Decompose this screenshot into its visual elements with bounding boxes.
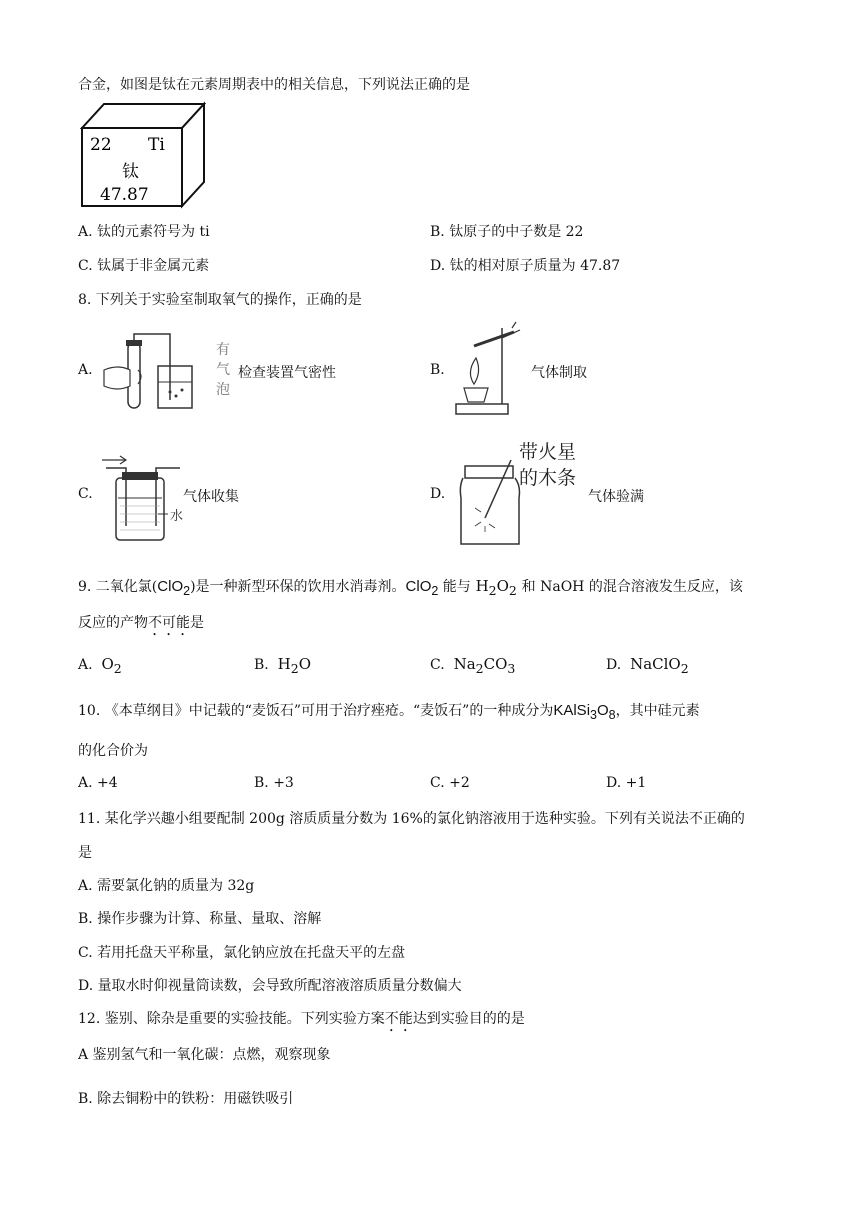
q9-option-a[interactable]: A. $O_2$ [78,655,122,676]
splint-label-2: 的木条 [519,467,577,489]
element-name: 钛 [122,162,139,182]
q9-line2-b: 是 [190,615,204,631]
q8-option-a-letter[interactable]: A. [78,362,93,378]
q12-option-b[interactable]: B. 除去铜粉中的铁粉：用磁铁吸引 [78,1091,294,1107]
element-number: 22 [90,135,112,155]
q8-stem: 8. 下列关于实验室制取氧气的操作，正确的是 [78,292,362,308]
gas-full-test-figure [455,438,595,550]
q9-line1 [78,576,743,598]
h2o2-formula: $H_2O_2$ [470,577,517,598]
q12-option-a[interactable]: A 鉴别氢气和一氧化碳：点燃，观察现象 [78,1047,331,1063]
bubble-label-3: 泡 [216,382,230,398]
q11-option-b[interactable]: B. 操作步骤为计算、称量、量取、溶解 [78,911,322,927]
kalsi3o8-formula: $KAlSi_3O_8$ [553,702,616,722]
q8-option-c-letter[interactable]: C. [78,486,93,502]
q11-option-a[interactable]: A. 需要氯化钠的质量为 32g [78,878,255,894]
q9-line1-a: 9. 二氧化氯( [78,579,158,595]
element-mass: 47.87 [100,185,149,205]
q11-option-c[interactable]: C. 若用托盘天平称量，氯化钠应放在托盘天平的左盘 [78,945,406,961]
clo2-formula-2: ClO$_2$ [405,578,439,598]
airtight-check-figure [98,330,238,414]
q10-option-c[interactable]: C. +2 [430,775,470,791]
q7-option-c[interactable]: C. 钛属于非金属元素 [78,258,210,274]
gas-collection-figure [98,452,188,544]
q12-emphasis: 不能 [384,1011,413,1027]
q9-option-d[interactable]: D. NaClO$_2$ [606,655,689,676]
water-label: 水 [170,509,184,524]
q8-option-a-caption: 检查装置气密性 [238,365,336,381]
q11-line2: 是 [78,845,92,861]
q8-option-c-caption: 气体收集 [183,489,239,505]
q11-line1: 11. 某化学兴趣小组要配制 200g 溶质质量分数为 16%的氯化钠溶液用于选种实验。下列有关说法不正确的 [78,811,745,827]
q7-option-b[interactable]: B. 钛原子的中子数是 22 [430,224,584,240]
q10-line1-b: ，其中硅元素 [615,703,700,719]
q10-line1-a: 10. 《本草纲目》中记载的“麦饭石”可用于治疗痤疮。“麦饭石”的一种成分为 [78,703,554,719]
q12-stem [78,1008,525,1035]
q10-line1 [78,700,700,722]
q9-line1-b: )是一种新型环保的饮用水消毒剂。 [190,579,406,595]
q7-stem: 合金，如图是钛在元素周期表中的相关信息，下列说法正确的是 [78,77,470,93]
q9-option-b-letter: B. [254,657,269,673]
bubble-label-2: 气 [216,362,230,378]
q10-option-b[interactable]: B. +3 [254,775,294,791]
q8-option-b-caption: 气体制取 [531,365,587,381]
q10-option-a[interactable]: A. +4 [78,775,118,791]
bubble-label-1: 有 [216,342,230,358]
q9-line2-a: 反应的产物 [78,615,148,631]
q9-line1-c: 能与 [442,579,471,595]
q12-stem-a: 12. 鉴别、除杂是重要的实验技能。下列实验方案 [78,1011,385,1027]
clo2-formula: ClO$_2$ [157,578,191,598]
q9-option-d-letter: D. [606,657,622,673]
q8-option-d-caption: 气体验满 [588,489,644,505]
q9-line2 [78,612,204,639]
q8-option-b-letter[interactable]: B. [430,362,445,378]
splint-label-1: 带火星 [519,441,577,463]
q7-option-d[interactable]: D. 钛的相对原子质量为 47.87 [430,258,621,274]
q11-option-d[interactable]: D. 量取水时仰视量筒读数，会导致所配溶液溶质质量分数偏大 [78,978,462,994]
q9-option-a-letter: A. [78,657,93,673]
q8-option-d-letter[interactable]: D. [430,486,446,502]
q9-option-b[interactable]: B. $H_2O$ [254,655,312,676]
q9-line1-d: 和 NaOH 的混合溶液发生反应，该 [521,579,743,595]
q9-option-c[interactable]: C. $Na_2CO_3$ [430,655,516,676]
q9-emphasis: 不可能 [148,615,190,631]
gas-production-figure [452,318,532,418]
element-card-figure [78,100,206,210]
q10-line2: 的化合价为 [78,743,148,759]
element-symbol: Ti [148,135,165,155]
q12-stem-b: 达到实验目的的是 [412,1011,525,1027]
q9-option-c-letter: C. [430,657,445,673]
q10-option-d[interactable]: D. +1 [606,775,647,791]
q7-option-a[interactable]: A. 钛的元素符号为 ti [78,224,210,240]
